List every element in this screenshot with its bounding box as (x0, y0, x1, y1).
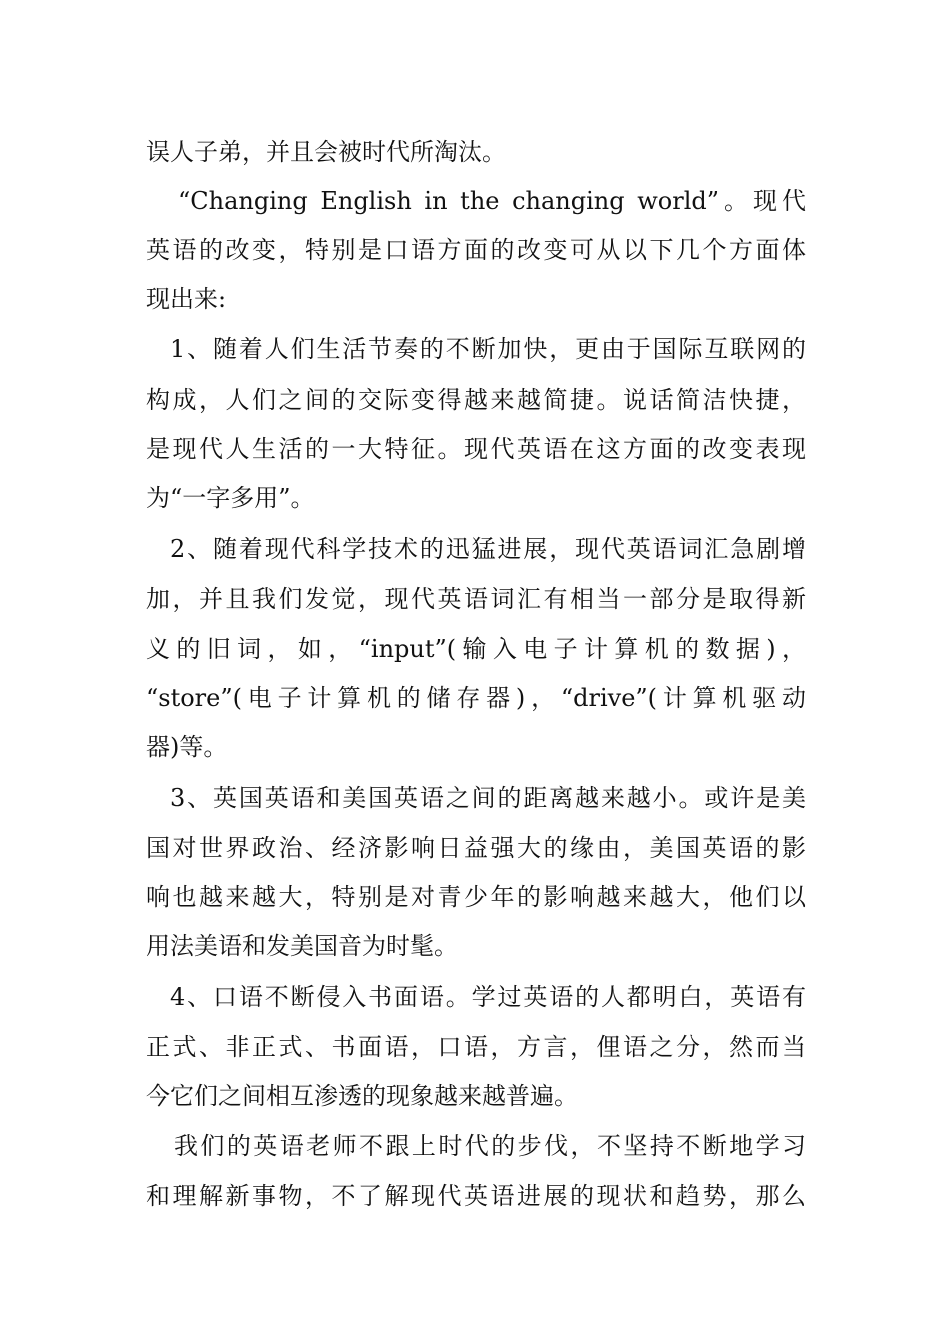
text-line: 英语的改变，特别是口语方面的改变可从以下几个方面体 (146, 236, 806, 264)
text-line: 和理解新事物，不了解现代英语进展的现状和趋势，那么 (146, 1182, 806, 1210)
text-line: 现出来: (146, 285, 227, 313)
paragraph-start-line: “Changing English in the changing world”。现代 (178, 187, 806, 215)
list-item-4-start-line: 4、口语不断侵入书面语。学过英语的人都明白，英语有 (170, 983, 806, 1011)
text-line: 用法美语和发美国音为时髦。 (146, 932, 458, 960)
text-line: “store”(电子计算机的储存器)，“drive”(计算机驱动 (146, 684, 806, 712)
text-line: 响也越来越大，特别是对青少年的影响越来越大，他们以 (146, 883, 806, 911)
text-line: 为“一字多用”。 (146, 484, 315, 512)
text-line: 器)等。 (146, 733, 228, 761)
text-line: 今它们之间相互渗透的现象越来越普遍。 (146, 1082, 578, 1110)
text-line: 国对世界政治、经济影响日益强大的缘由，美国英语的影 (146, 834, 806, 862)
text-line: 误人子弟，并且会被时代所淘汰。 (146, 138, 506, 166)
text-line: 构成，人们之间的交际变得越来越简捷。说话简洁快捷， (146, 386, 806, 414)
text-line: 正式、非正式、书面语，口语，方言，俚语之分，然而当 (146, 1033, 806, 1061)
list-item-2-start-line: 2、随着现代科学技术的迅猛进展，现代英语词汇急剧增 (170, 535, 806, 563)
text-line: 加，并且我们发觉，现代英语词汇有相当一部分是取得新 (146, 585, 806, 613)
paragraph-start-line: 我们的英语老师不跟上时代的步伐，不坚持不断地学习 (174, 1132, 806, 1160)
text-line: 是现代人生活的一大特征。现代英语在这方面的改变表现 (146, 435, 806, 463)
text-line: 义的旧词，如，“input”(输入电子计算机的数据)， (146, 635, 806, 663)
list-item-3-start-line: 3、英国英语和美国英语之间的距离越来越小。或许是美 (170, 784, 806, 812)
list-item-1-start-line: 1、随着人们生活节奏的不断加快，更由于国际互联网的 (170, 335, 806, 363)
